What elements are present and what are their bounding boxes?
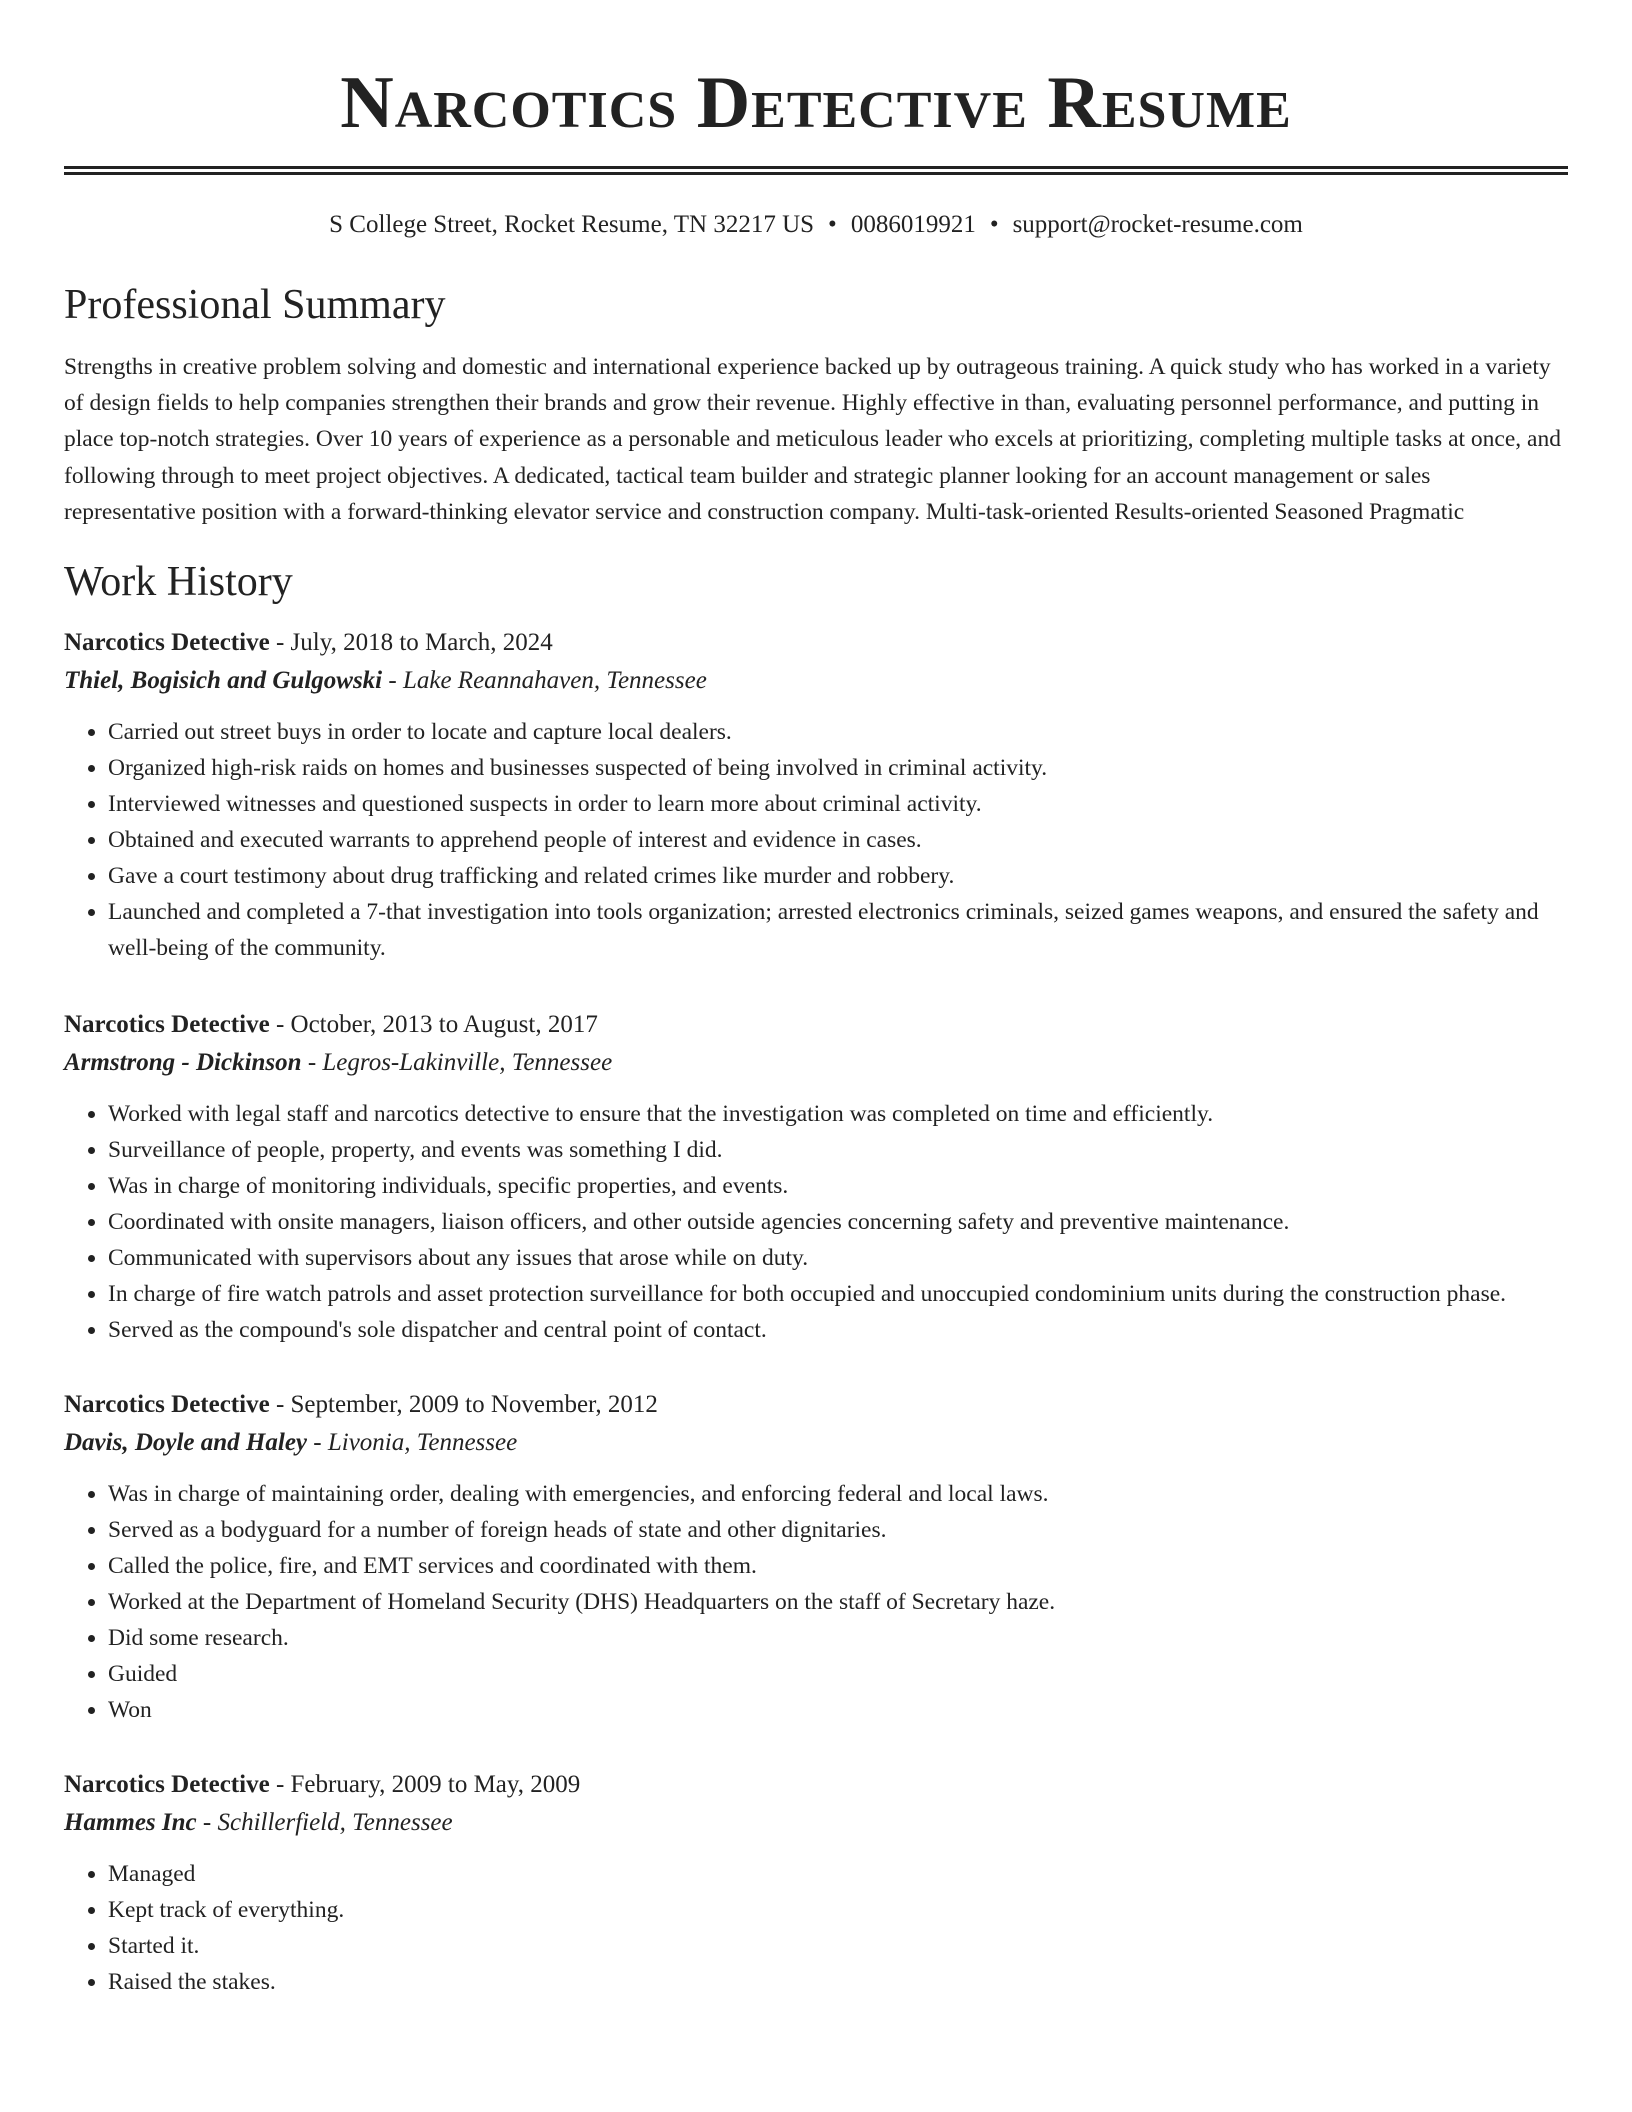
- job-employer: Hammes Inc: [64, 1809, 197, 1837]
- duty-item: • Gave a court testimony about drug trafficking and related crimes like murder and robbery.: [108, 858, 1568, 894]
- job-dates: - February, 2009 to May, 2009: [269, 1771, 581, 1799]
- contact-address: S College Street, Rocket Resume, TN 32217 US: [329, 211, 815, 238]
- duty-item: • Coordinated with onsite managers, liaison officers, and other outside agencies concerning safety and preventive maintenance.: [108, 1204, 1568, 1240]
- work-history-list: [64, 624, 1568, 2000]
- job-duties-list: [64, 1096, 1568, 1348]
- job-position: Narcotics Detective: [64, 1011, 270, 1039]
- job-employer-line: [64, 1424, 1568, 1462]
- duty-item: • Obtained and executed warrants to apprehend people of interest and evidence in cases.: [108, 822, 1568, 858]
- duty-item: • Managed: [108, 1856, 1568, 1892]
- duty-item: • Launched and completed a 7-that investigation into tools organization; arrested electronics criminals, seized games weapons, and ensured the safety and well-being of the community.: [108, 894, 1568, 966]
- job-entry: [64, 1386, 1568, 1728]
- job-duties-list: [64, 1856, 1568, 2000]
- job-entry: [64, 1006, 1568, 1348]
- job-employer: Armstrong - Dickinson: [64, 1049, 302, 1077]
- job-location: - Legros-Lakinville, Tennessee: [301, 1049, 613, 1077]
- duty-item: • Was in charge of monitoring individuals, specific properties, and events.: [108, 1168, 1568, 1204]
- duty-item: • Served as the compound's sole dispatcher and central point of contact.: [108, 1312, 1568, 1348]
- duty-item: • Served as a bodyguard for a number of foreign heads of state and other dignitaries.: [108, 1512, 1568, 1548]
- duty-item: • Communicated with supervisors about any issues that arose while on duty.: [108, 1240, 1568, 1276]
- duty-item: • Organized high-risk raids on homes and businesses suspected of being involved in criminal activity.: [108, 750, 1568, 786]
- duty-item: • Started it.: [108, 1928, 1568, 1964]
- contact-phone: 0086019921: [850, 211, 976, 238]
- duty-item: • Did some research.: [108, 1620, 1568, 1656]
- summary-heading: Professional Summary: [64, 282, 446, 328]
- duty-item: • Won: [108, 1692, 1568, 1728]
- job-duties-list: [64, 1476, 1568, 1728]
- contact-separator: •: [989, 211, 999, 238]
- job-position: Narcotics Detective: [64, 1391, 270, 1419]
- job-title-line: [64, 1766, 1568, 1804]
- duty-item: • Kept track of everything.: [108, 1892, 1568, 1928]
- job-dates: - October, 2013 to August, 2017: [269, 1011, 598, 1039]
- contact-line: [64, 209, 1568, 241]
- job-employer: Davis, Doyle and Haley: [64, 1429, 308, 1457]
- summary-text: Strengths in creative problem solving and domestic and international experience backed up by outrageous training. A quick study who has worked in a variety of design fields to help companies strengthen their brands and grow their revenue. Highly effective in than, evaluating personnel performance, and putting in place top-notch strategies. Over 10 years of experience as a personable and meticulous leader who excels at prioritizing, completing multiple tasks at once, and following through to meet project objectives. A dedicated, tactical team builder and strategic planner looking for an account management or sales representative position with a forward-thinking elevator service and construction company. Multi-task-oriented Results-oriented Seasoned Pragmatic: [64, 354, 1561, 525]
- job-location: - Lake Reannahaven, Tennessee: [382, 667, 707, 695]
- job-dates: - September, 2009 to November, 2012: [269, 1391, 658, 1419]
- duty-item: • Surveillance of people, property, and events was something I did.: [108, 1132, 1568, 1168]
- job-location: - Livonia, Tennessee: [307, 1429, 518, 1457]
- job-employer-line: [64, 1804, 1568, 1842]
- job-title-line: [64, 1386, 1568, 1424]
- duty-item: • In charge of fire watch patrols and asset protection surveillance for both occupied and unoccupied condominium units during the construction phase.: [108, 1276, 1568, 1312]
- duty-item: • Carried out street buys in order to locate and capture local dealers.: [108, 714, 1568, 750]
- job-dates: - July, 2018 to March, 2024: [269, 629, 553, 657]
- duty-item: • Raised the stakes.: [108, 1964, 1568, 2000]
- contact-email: support@rocket-resume.com: [1012, 211, 1303, 238]
- duty-item: • Interviewed witnesses and questioned suspects in order to learn more about criminal activity.: [108, 786, 1568, 822]
- job-employer-line: [64, 662, 1568, 700]
- job-employer: Thiel, Bogisich and Gulgowski: [64, 667, 383, 695]
- duty-item: • Called the police, fire, and EMT services and coordinated with them.: [108, 1548, 1568, 1584]
- duty-item: • Worked with legal staff and narcotics detective to ensure that the investigation was completed on time and efficiently.: [108, 1096, 1568, 1132]
- duty-item: • Guided: [108, 1656, 1568, 1692]
- job-location: - Schillerfield, Tennessee: [196, 1809, 453, 1837]
- contact-separator: •: [828, 211, 837, 238]
- job-title-line: [64, 624, 1568, 662]
- job-duties-list: [64, 714, 1568, 966]
- duty-item: • Worked at the Department of Homeland Security (DHS) Headquarters on the staff of Secretary haze.: [108, 1584, 1568, 1620]
- job-entry: [64, 624, 1568, 966]
- job-employer-line: [64, 1044, 1568, 1082]
- title-double-rule: [64, 166, 1568, 175]
- job-title-line: [64, 1006, 1568, 1044]
- job-entry: [64, 1766, 1568, 2000]
- resume-title: Narcotics Detective Resume: [340, 62, 1292, 144]
- job-position: Narcotics Detective: [64, 1771, 270, 1799]
- job-position: Narcotics Detective: [64, 629, 270, 657]
- duty-item: • Was in charge of maintaining order, dealing with emergencies, and enforcing federal and local laws.: [108, 1476, 1568, 1512]
- work-history-heading: Work History: [64, 559, 293, 606]
